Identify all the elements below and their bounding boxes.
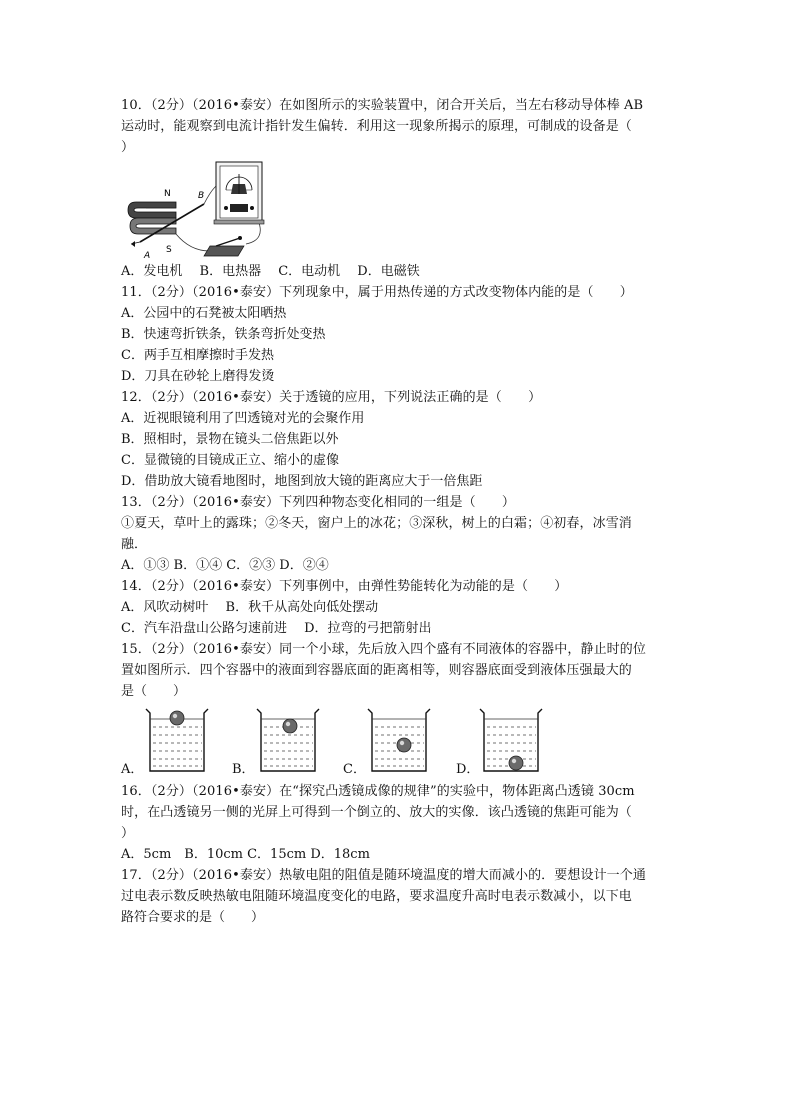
q13-stem-line2: ①夏天，草叶上的露珠；②冬天，窗户上的冰花；③深秋，树上的白霜；④初春，冰雪消 xyxy=(121,516,632,531)
galvanometer-experiment-figure xyxy=(126,160,268,260)
q15-stem-line1: 15．（2分）（2016•泰安）同一个小球，先后放入四个盛有不同液体的容器中，静止时的位 xyxy=(121,642,646,657)
label-n: N xyxy=(164,189,171,199)
q12-option-b: B．照相时，景物在镜头二倍焦距以外 xyxy=(121,432,339,447)
beaker-c-figure xyxy=(364,705,434,775)
q11-option-d: D．刀具在砂轮上磨得发烫 xyxy=(121,369,275,384)
galvanometer-icon xyxy=(214,162,264,224)
q11-option-a: A．公园中的石凳被太阳晒热 xyxy=(121,306,287,321)
q15-stem-line3: 是（ ） xyxy=(121,684,187,699)
q13-stem-line3: 融． xyxy=(121,537,148,552)
ball-icon xyxy=(170,711,184,725)
q16-stem-line3: ） xyxy=(121,826,135,841)
q14-options-row2: C．汽车沿盘山公路匀速前进 D．拉弯的弓把箭射出 xyxy=(121,621,432,636)
q15-label-b: B． xyxy=(232,762,255,777)
beaker-b-figure xyxy=(253,705,323,775)
u-magnet-icon xyxy=(128,202,176,234)
q12-option-a: A．近视眼镜利用了凹透镜对光的会聚作用 xyxy=(121,411,365,426)
q16-options: A．5cm B．10cm C．15cm D．18cm xyxy=(121,847,370,862)
q14-options-row1: A．风吹动树叶 B．秋千从高处向低处摆动 xyxy=(121,600,379,615)
q16-stem-line1: 16．（2分）（2016•泰安）在“探究凸透镜成像的规律”的实验中，物体距离凸透镜 30cm xyxy=(121,784,635,799)
q15-label-c: C． xyxy=(343,762,366,777)
q13-options: A．①③ B．①④ C．②③ D．②④ xyxy=(121,558,329,573)
q11-option-b: B．快速弯折铁条，铁条弯折处变热 xyxy=(121,327,326,342)
label-b: B xyxy=(198,191,205,201)
q17-stem-line2: 过电表示数反映热敏电阻随环境温度变化的电路，要求温度升高时电表示数减小，以下电 xyxy=(121,889,632,904)
q10-stem-line1: 10．（2分）（2016•泰安）在如图所示的实验装置中，闭合开关后，当左右移动导体棒 AB xyxy=(121,98,644,113)
q17-stem-line1: 17．（2分）（2016•泰安）热敏电阻的阻值是随环境温度的增大而减小的．要想设计一个通 xyxy=(121,868,646,883)
q15-stem-line2: 置如图所示．四个容器中的液面到容器底面的距离相等，则容器底面受到液体压强最大的 xyxy=(121,663,632,678)
q16-stem-line2: 时，在凸透镜另一侧的光屏上可得到一个倒立的、放大的实像．该凸透镜的焦距可能为（ xyxy=(121,805,632,820)
q12-option-d: D．借助放大镜看地图时，地图到放大镜的距离应大于一倍焦距 xyxy=(121,474,483,489)
q12-stem: 12．（2分）（2016•泰安）关于透镜的应用，下列说法正确的是（ ） xyxy=(121,390,542,405)
beaker-a-figure xyxy=(142,705,212,775)
ball-icon xyxy=(509,756,523,770)
ball-icon xyxy=(283,719,297,733)
q12-option-c: C．显微镜的目镜成正立、缩小的虚像 xyxy=(121,453,339,468)
beaker-d-figure xyxy=(476,705,546,775)
q10-options: A．发电机 B．电热器 C．电动机 D．电磁铁 xyxy=(121,264,420,279)
q14-stem: 14．（2分）（2016•泰安）下列事例中，由弹性势能转化为动能的是（ ） xyxy=(121,579,568,594)
q15-label-a: A． xyxy=(121,762,144,777)
label-a: A xyxy=(144,251,151,260)
beaker-icon xyxy=(257,709,319,771)
q11-option-c: C．两手互相摩擦时手发热 xyxy=(121,348,274,363)
q13-stem: 13．（2分）（2016•泰安）下列四种物态变化相同的一组是（ ） xyxy=(121,495,515,510)
q17-stem-line3: 路符合要求的是（ ） xyxy=(121,910,265,925)
q15-label-d: D． xyxy=(456,762,480,777)
switch-icon xyxy=(204,236,244,256)
q10-stem-line2: 运动时，能观察到电流计指针发生偏转．利用这一现象所揭示的原理，可制成的设备是（ xyxy=(121,119,632,134)
label-s: S xyxy=(166,245,172,255)
ball-icon xyxy=(397,738,411,752)
q10-stem-line3: ） xyxy=(121,140,135,155)
q11-stem: 11．（2分）（2016•泰安）下列现象中，属于用热传递的方式改变物体内能的是（ ） xyxy=(121,285,633,300)
